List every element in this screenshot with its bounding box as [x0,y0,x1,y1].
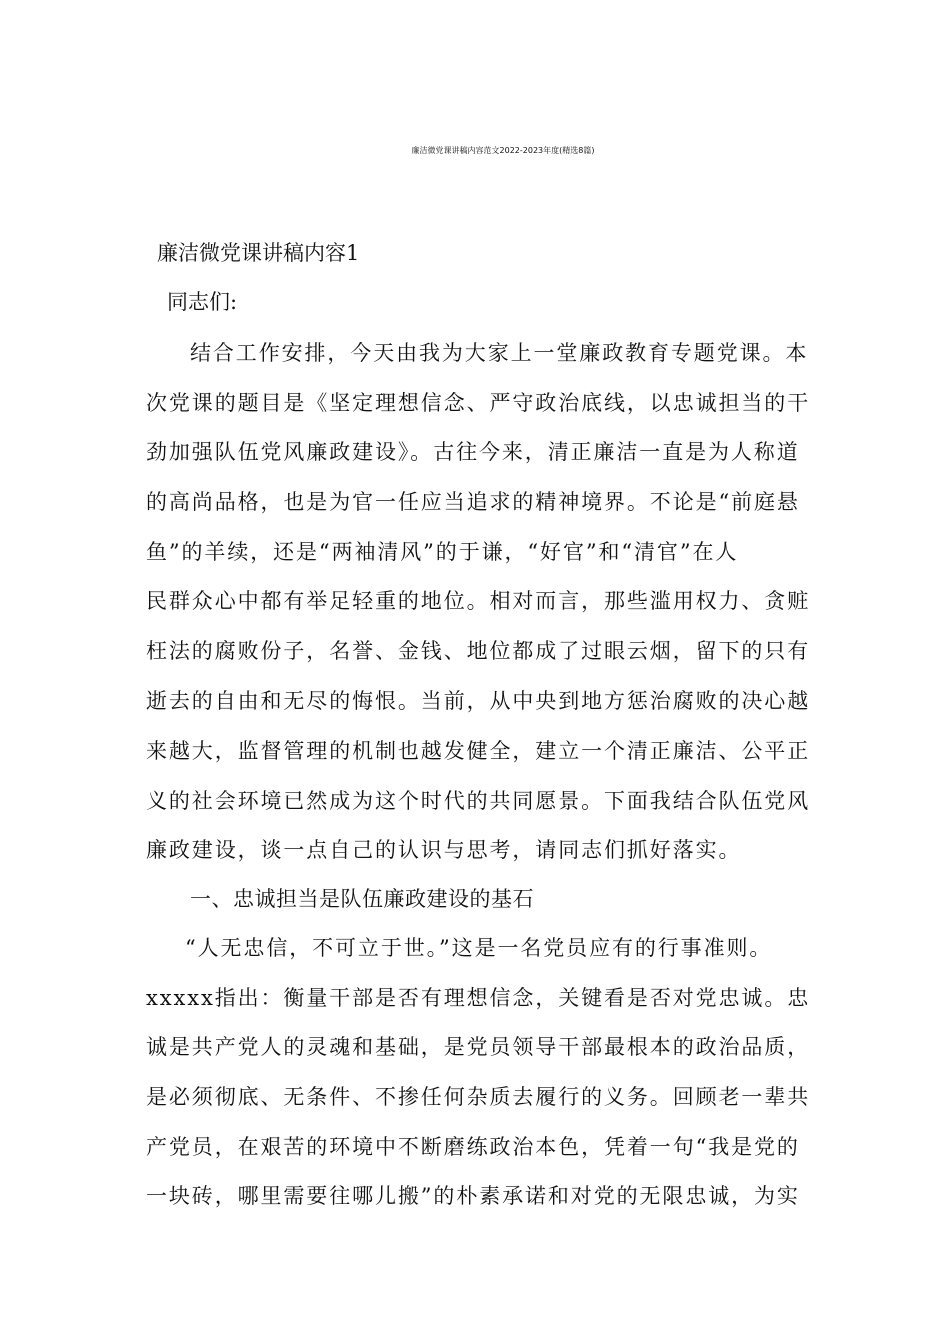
paragraph-line: 的高尚品格，也是为官一任应当追求的精神境界。不论是“前庭悬 [146,490,800,514]
paragraph-line: “人无忠信，不可立于世。”这是一名党员应有的行事准则。 [185,936,773,960]
paragraph-line: 次党课的题目是《坚定理想信念、严守政治底线，以忠诚担当的干 [146,391,811,415]
paragraph-line: 诚是共产党人的灵魂和基础，是党员领导干部最根本的政治品质， [146,1035,811,1059]
paragraph-line: 一块砖，哪里需要往哪儿搬”的朴素承诺和对党的无限忠诚，为实 [146,1184,800,1208]
paragraph-line: 枉法的腐败份子，名誉、金钱、地位都成了过眼云烟，留下的只有 [146,639,811,663]
paragraph-line: 结合工作安排，今天由我为大家上一堂廉政教育专题党课。本 [190,341,809,365]
paragraph-line: 民群众心中都有举足轻重的地位。相对而言，那些滥用权力、贪赃 [146,589,811,613]
paragraph-line: 劲加强队伍党风廉政建设》。古往今来，清正廉洁一直是为人称道 [146,440,800,464]
paragraph-line: xxxxx指出：衡量干部是否有理想信念，关键看是否对党忠诚。忠 [146,986,811,1010]
paragraph-line: 义的社会环境已然成为这个时代的共同愿景。下面我结合队伍党风 [146,789,811,813]
paragraph-line: 来越大，监督管理的机制也越发健全，建立一个清正廉洁、公平正 [146,739,811,763]
subheading: 一、忠诚担当是队伍廉政建设的基石 [190,887,534,911]
section-heading: 廉洁微党课讲稿内容1 [157,241,360,265]
paragraph-line: 逝去的自由和无尽的悔恨。当前，从中央到地方惩治腐败的决心越 [146,689,811,713]
paragraph-line: 产党员，在艰苦的环境中不断磨练政治本色，凭着一句“我是党的 [146,1135,800,1159]
paragraph-line: 是必须彻底、无条件、不掺任何杂质去履行的义务。回顾老一辈共 [146,1085,811,1109]
paragraph-line: 鱼”的羊续，还是“两袖清风”的于谦，“好官”和“清官”在人 [146,540,739,564]
salutation: 同志们: [167,290,238,314]
paragraph-line: 廉政建设，谈一点自己的认识与思考，请同志们抓好落实。 [146,838,742,862]
document-title: 廉洁微党课讲稿内容范文2022-2023年度(精选8篇) [411,146,595,155]
